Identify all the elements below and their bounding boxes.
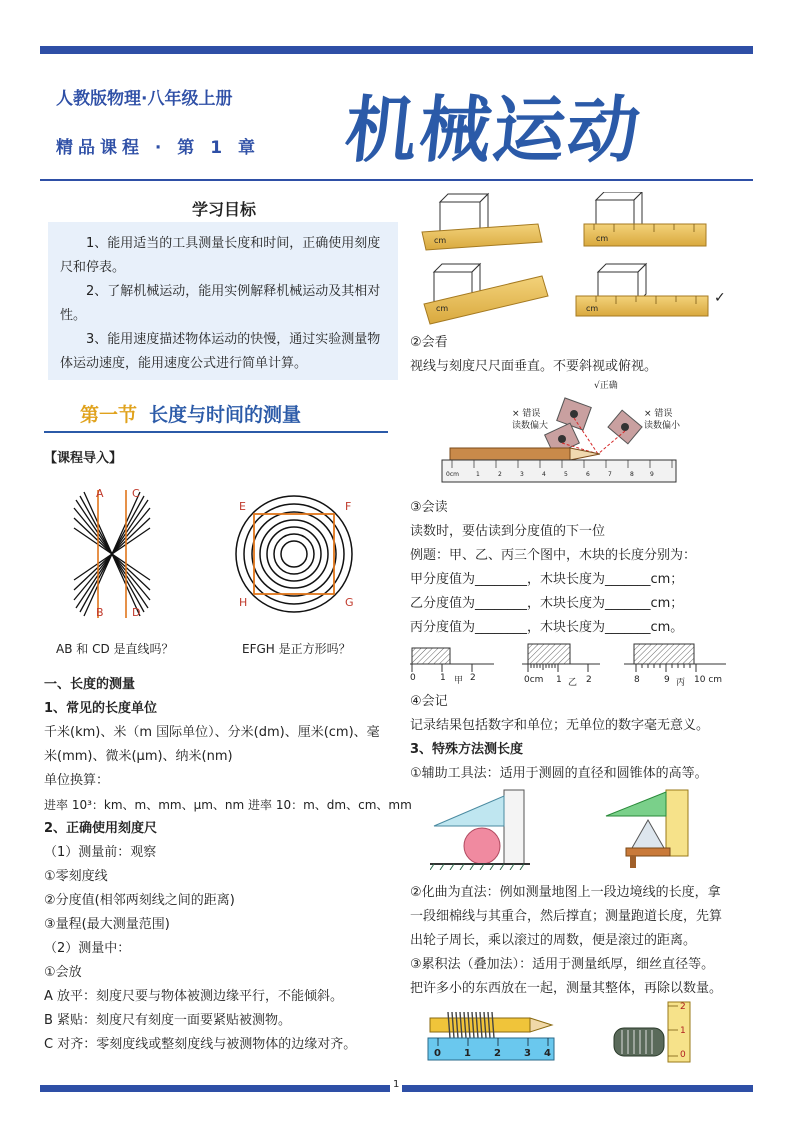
book-ruler-labels: 2 1 0: [680, 1002, 686, 1060]
during-measure: （2）测量中：: [44, 941, 131, 956]
question-line: 丙分度值为________，木块长度为_______cm。: [410, 620, 684, 635]
chapter-title: 机械运动: [340, 87, 646, 172]
units-line: 米(mm)、微米(μm)、纳米(nm): [44, 749, 233, 764]
place-item: ①会放: [44, 965, 82, 980]
units-line: 千米(km)、米（m 国际单位）、分米(dm)、厘米(cm)、毫: [44, 725, 380, 740]
publisher-line: 人教版物理·八年级上册: [56, 89, 233, 109]
question-line: 甲分度值为________，木块长度为_______cm；: [410, 572, 684, 587]
letter-c: C: [132, 487, 140, 500]
goals-title: 学习目标: [192, 200, 257, 219]
ruler-placement-figure: [418, 192, 728, 327]
special-item: 一段细棉线与其重合，然后撑直；测量跑道长度，先算: [410, 909, 723, 924]
page-number: 1: [393, 1079, 400, 1090]
eye-wrong-left: × 错误 读数偏大: [512, 409, 549, 431]
read-text: 读数时，要估读到分度值的下一位: [410, 524, 606, 539]
fig1-caption: AB 和 CD 是直线吗？: [56, 642, 174, 656]
letter-b: B: [96, 606, 104, 619]
letter-g: G: [345, 596, 354, 609]
rule-item: B 紧贴：刻度尺有刻度一面要紧贴被测物。: [44, 1013, 292, 1028]
heading-length: 一、长度的测量: [44, 677, 136, 692]
auxiliary-tool-figure: [430, 786, 730, 870]
observe-item: ②分度值(相邻两刻线之间的距离): [44, 893, 235, 908]
footer-bar-right: [402, 1085, 753, 1092]
goal-item: 2、了解机械运动，能用实例解释机械运动及其相对性。: [60, 284, 381, 323]
goals-box: [48, 222, 398, 380]
conversion-line: 进率 10³：km、m、mm、μm、nm 进率 10：m、dm、cm、mm: [44, 798, 412, 812]
letter-d: D: [132, 606, 141, 619]
heading-units: 1、常见的长度单位: [44, 701, 158, 716]
special-title: 3、特殊方法测长度: [410, 742, 524, 757]
rule-item: C 对齐：零刻度线或整刻度线与被测物体的边缘对齐。: [44, 1037, 357, 1052]
ruler-unit-label: cm: [434, 236, 447, 245]
letter-a: A: [96, 487, 104, 500]
special-item: ②化曲为直法：例如测量地图上一段边境线的长度，拿: [410, 885, 721, 900]
heading-ruler: 2、正确使用刻度尺: [44, 821, 158, 836]
eye-correct-label: √正确: [594, 381, 618, 391]
illusion-lines-figure: [72, 484, 152, 624]
record-title: ④会记: [410, 694, 448, 709]
observe-item: ③量程(最大测量范围): [44, 917, 170, 932]
ruler-unit-label: cm: [436, 304, 449, 313]
eye-wrong-right: × 错误 读数偏小: [644, 409, 681, 431]
before-measure: （1）测量前：观察: [44, 845, 157, 860]
special-item: ③累积法（叠加法）：适用于测量纸厚，细丝直径等。: [410, 957, 715, 972]
goal-item: 1、能用适当的工具测量长度和时间，正确使用刻度尺和停表。: [60, 236, 381, 275]
see-text: 视线与刻度尺尺面垂直。不要斜视或俯视。: [410, 359, 658, 374]
goal-item: 3、能用速度描述物体运动的快慢，通过实验测量物体运动速度，能用速度公式进行简单计算。: [60, 332, 381, 371]
rule-item: A 放平：刻度尺要与物体被测边缘平行，不能倾斜。: [44, 989, 344, 1004]
check-icon: ✓: [714, 290, 726, 306]
see-title: ②会看: [410, 335, 448, 350]
ruler-unit-label: cm: [586, 304, 599, 313]
course-line: 精品课程 · 第 1 章: [56, 138, 260, 158]
section-underline: [44, 431, 388, 433]
section-prefix: 第一节: [80, 404, 138, 426]
section-title: [80, 400, 301, 427]
observe-item: ①零刻度线: [44, 869, 108, 884]
top-bar: [40, 46, 753, 54]
footer-bar-left: [40, 1085, 390, 1092]
example-text: 例题：甲、乙、丙三个图中，木块的长度分别为：: [410, 548, 697, 563]
header-divider: [40, 179, 753, 181]
special-item: 出轮子周长，乘以滚过的周数，便是滚过的距离。: [410, 933, 697, 948]
ruler-unit-label: cm: [596, 234, 609, 243]
intro-label: 【课程导入】: [44, 451, 123, 466]
special-item: ①辅助工具法：适用于测圆的直径和圆锥体的高等。: [410, 766, 708, 781]
read-title: ③会读: [410, 500, 448, 515]
question-line: 乙分度值为________，木块长度为_______cm；: [410, 596, 684, 611]
section-name: 长度与时间的测量: [149, 404, 302, 426]
fig2-caption: EFGH 是正方形吗？: [242, 642, 351, 656]
letter-f: F: [345, 500, 352, 513]
illusion-square-figure: [234, 494, 354, 614]
letter-e: E: [239, 500, 246, 513]
conversion-label: 单位换算：: [44, 773, 110, 788]
special-item: 把许多小的东西放在一起，测量其整体，再除以数量。: [410, 981, 723, 996]
letter-h: H: [239, 596, 248, 609]
record-text: 记录结果包括数字和单位；无单位的数字毫无意义。: [410, 718, 710, 733]
